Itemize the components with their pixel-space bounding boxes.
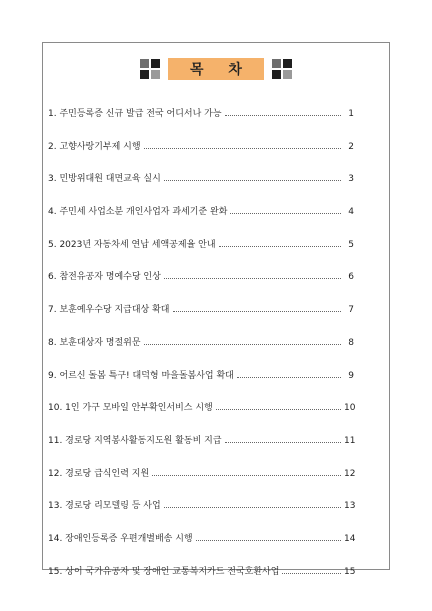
dot-leader xyxy=(219,245,341,247)
toc-item-1[interactable] xyxy=(48,100,354,119)
toc-item-label: 14. 장애인등록증 우편개별배송 시행 xyxy=(48,533,193,544)
toc-item-page: 4 xyxy=(348,207,354,218)
dot-leader xyxy=(225,441,341,443)
toc-item-page: 8 xyxy=(348,337,354,348)
table-of-contents xyxy=(48,100,354,590)
dot-leader xyxy=(237,376,341,378)
dot-leader xyxy=(164,506,341,508)
toc-item-12[interactable] xyxy=(48,460,354,479)
toc-item-9[interactable] xyxy=(48,362,354,381)
toc-item-label: 2. 고향사랑기부제 시행 xyxy=(48,141,141,152)
toc-item-3[interactable] xyxy=(48,165,354,184)
toc-item-label: 1. 주민등록증 신규 발급 전국 어디서나 가능 xyxy=(48,109,222,119)
toc-item-page: 13 xyxy=(344,501,356,512)
toc-item-7[interactable] xyxy=(48,296,354,315)
toc-item-page: 6 xyxy=(348,272,354,283)
decorative-squares-icon-left xyxy=(140,59,160,79)
dot-leader xyxy=(144,147,341,149)
decorative-squares-icon-right xyxy=(272,59,292,79)
toc-item-label: 4. 주민세 사업소분 개인사업자 과세기준 완화 xyxy=(48,207,228,218)
toc-item-label: 13. 경로당 리모델링 등 사업 xyxy=(48,501,161,512)
dot-leader xyxy=(173,310,342,312)
dot-leader xyxy=(282,572,341,574)
toc-item-page: 11 xyxy=(344,435,356,446)
toc-item-label: 8. 보훈대상자 명절위문 xyxy=(48,337,141,348)
toc-title: 목 차 xyxy=(168,58,264,80)
toc-item-10[interactable] xyxy=(48,394,354,413)
toc-item-15[interactable] xyxy=(48,558,354,577)
toc-item-page: 2 xyxy=(348,141,354,152)
toc-item-11[interactable] xyxy=(48,427,354,446)
toc-item-page: 10 xyxy=(344,403,356,414)
toc-item-14[interactable] xyxy=(48,525,354,544)
toc-item-label: 7. 보훈예우수당 지급대상 확대 xyxy=(48,305,170,316)
dot-leader xyxy=(152,474,341,476)
toc-item-page: 3 xyxy=(348,174,354,185)
dot-leader xyxy=(164,179,341,181)
dot-leader xyxy=(144,343,341,345)
toc-item-label: 6. 참전유공자 명예수당 인상 xyxy=(48,272,161,283)
toc-item-label: 5. 2023년 자동차세 연납 세액공제율 안내 xyxy=(48,239,216,250)
toc-item-6[interactable] xyxy=(48,263,354,282)
toc-item-page: 12 xyxy=(344,468,356,479)
toc-item-label: 10. 1인 가구 모바일 안부확인서비스 시행 xyxy=(48,403,213,414)
toc-item-8[interactable] xyxy=(48,329,354,348)
toc-item-label: 12. 경로당 급식인력 지원 xyxy=(48,468,150,479)
toc-item-5[interactable] xyxy=(48,231,354,250)
toc-item-label: 15. 상이 국가유공자 및 장애인 교통복지카드 전국호환사업 xyxy=(48,566,280,577)
toc-item-page: 15 xyxy=(344,566,356,577)
toc-item-label: 9. 어르신 돌봄 특구! 대덕형 마을돌봄사업 확대 xyxy=(48,370,234,381)
dot-leader xyxy=(196,539,341,541)
toc-item-page: 7 xyxy=(348,305,354,316)
dot-leader xyxy=(225,114,341,116)
dot-leader xyxy=(216,408,341,410)
toc-item-page: 5 xyxy=(348,239,354,250)
toc-header xyxy=(43,57,389,81)
toc-item-page: 14 xyxy=(344,533,356,544)
toc-item-page: 1 xyxy=(348,109,354,119)
toc-item-label: 3. 민방위대원 대면교육 실시 xyxy=(48,174,161,185)
toc-item-4[interactable] xyxy=(48,198,354,217)
toc-item-2[interactable] xyxy=(48,133,354,152)
toc-item-page: 9 xyxy=(348,370,354,381)
dot-leader xyxy=(164,277,341,279)
toc-item-label: 11. 경로당 지역봉사활동지도원 활동비 지급 xyxy=(48,435,222,446)
toc-item-13[interactable] xyxy=(48,492,354,511)
dot-leader xyxy=(230,212,341,214)
